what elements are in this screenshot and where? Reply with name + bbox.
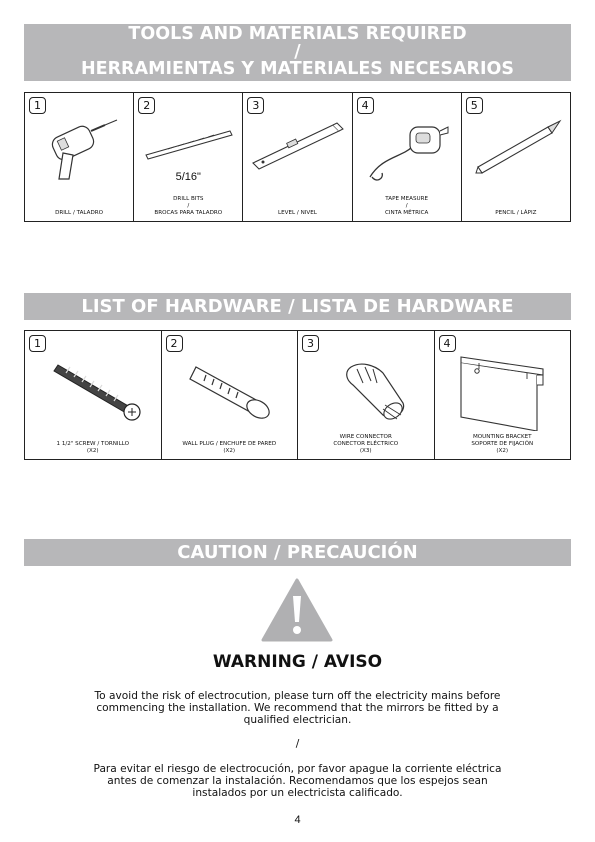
tool-cell-pencil xyxy=(461,93,570,222)
tool-cell-drill xyxy=(25,93,134,222)
item-number: 2 xyxy=(138,97,155,114)
tool-label-line: DRILL / TALADRO xyxy=(55,210,104,216)
tool-cell-tape-measure xyxy=(352,93,461,222)
tool-label-line: / xyxy=(405,203,408,209)
item-number: 5 xyxy=(466,97,483,114)
hardware-label-line: (X2) xyxy=(86,448,99,454)
hardware-label-line: CONECTOR ELÉCTRICO xyxy=(333,441,399,447)
item-number: 4 xyxy=(357,97,374,114)
tool-label-line: LEVEL / NIVEL xyxy=(278,210,317,216)
hardware-cell-wall-plug xyxy=(161,331,298,460)
hardware-cell-screw xyxy=(25,331,162,460)
tool-label xyxy=(243,210,351,217)
hardware-section-header xyxy=(24,293,571,320)
tool-cell-drill-bits xyxy=(134,93,243,222)
tool-label-line: TAPE MEASURE xyxy=(385,196,429,202)
warning-text-en: To avoid the risk of electrocution, please turn off the electricity mains before commencing the installation. We recommend that the mirrors be fitted by a qualified electrician. xyxy=(94,690,501,726)
tools-section-header xyxy=(24,24,571,81)
warning-title: WARNING / AVISO xyxy=(212,652,383,672)
tool-label-line: DRILL BITS xyxy=(173,196,204,202)
hardware-label-line: (X3) xyxy=(359,448,372,454)
tape-measure-icon xyxy=(362,117,452,187)
caution-section-header xyxy=(24,539,571,566)
tool-label-line: PENCIL / LÁPIZ xyxy=(495,210,537,216)
hardware-title: LIST OF HARDWARE / LISTA DE HARDWARE xyxy=(81,296,514,317)
tool-label-line: CINTA MÉTRICA xyxy=(384,210,429,216)
drill-bit-size: 5/16" xyxy=(175,171,201,183)
hardware-label-line: SOPORTE DE FIJACIÓN xyxy=(471,441,534,447)
hardware-table xyxy=(24,330,571,460)
item-number: 3 xyxy=(247,97,264,114)
hardware-label-line: MOUNTING BRACKET xyxy=(472,434,532,440)
warning-text-separator: / xyxy=(295,738,300,750)
tools-title-es: HERRAMIENTAS Y MATERIALES NECESARIOS xyxy=(80,59,515,79)
tools-table xyxy=(24,92,571,222)
item-number: 2 xyxy=(166,335,183,352)
tool-label-line: / xyxy=(187,203,190,209)
hardware-label-line: (X2) xyxy=(496,448,509,454)
item-number: 1 xyxy=(29,335,46,352)
tool-label xyxy=(462,210,570,217)
drill-icon xyxy=(39,117,119,187)
screw-icon xyxy=(38,355,148,427)
item-number: 1 xyxy=(29,97,46,114)
mounting-bracket-icon xyxy=(447,355,557,431)
hardware-label xyxy=(162,441,298,455)
hardware-cell-wire-connector xyxy=(298,331,435,460)
hardware-label xyxy=(298,434,434,455)
warning-triangle-icon xyxy=(261,578,333,642)
hardware-label-line: WALL PLUG / ENCHUFE DE PARED xyxy=(182,441,277,447)
caution-title: CAUTION / PRECAUCIÓN xyxy=(177,542,418,563)
level-icon xyxy=(247,117,347,177)
hardware-label-line: (X2) xyxy=(223,448,236,454)
hardware-cell-mounting-bracket xyxy=(434,331,571,460)
tools-title-en: TOOLS AND MATERIALS REQUIRED xyxy=(128,24,467,44)
item-number: 3 xyxy=(302,335,319,352)
page-number: 4 xyxy=(294,814,301,826)
hardware-label-line: 1 1/2" SCREW / TORNILLO xyxy=(56,441,130,447)
tool-label xyxy=(25,210,133,217)
drill-bit-icon xyxy=(138,117,238,167)
warning-text-es: Para evitar el riesgo de electrocución, por favor apague la corriente eléctrica antes de comenzar la instalación. Recomendamos que los espejos sean instalados por un electricista calificado. xyxy=(93,763,502,799)
tool-label-line: BROCAS PARA TALADRO xyxy=(154,210,223,216)
tool-label xyxy=(134,196,242,217)
tool-cell-level xyxy=(243,93,352,222)
hardware-label xyxy=(25,441,161,455)
item-number: 4 xyxy=(439,335,456,352)
tool-label xyxy=(353,196,461,217)
pencil-icon xyxy=(466,117,566,177)
wall-plug-icon xyxy=(174,355,284,427)
wire-connector-icon xyxy=(311,355,421,427)
hardware-label xyxy=(435,434,571,455)
tools-title-separator: / xyxy=(294,41,301,62)
hardware-label-line: WIRE CONNECTOR xyxy=(339,434,392,440)
